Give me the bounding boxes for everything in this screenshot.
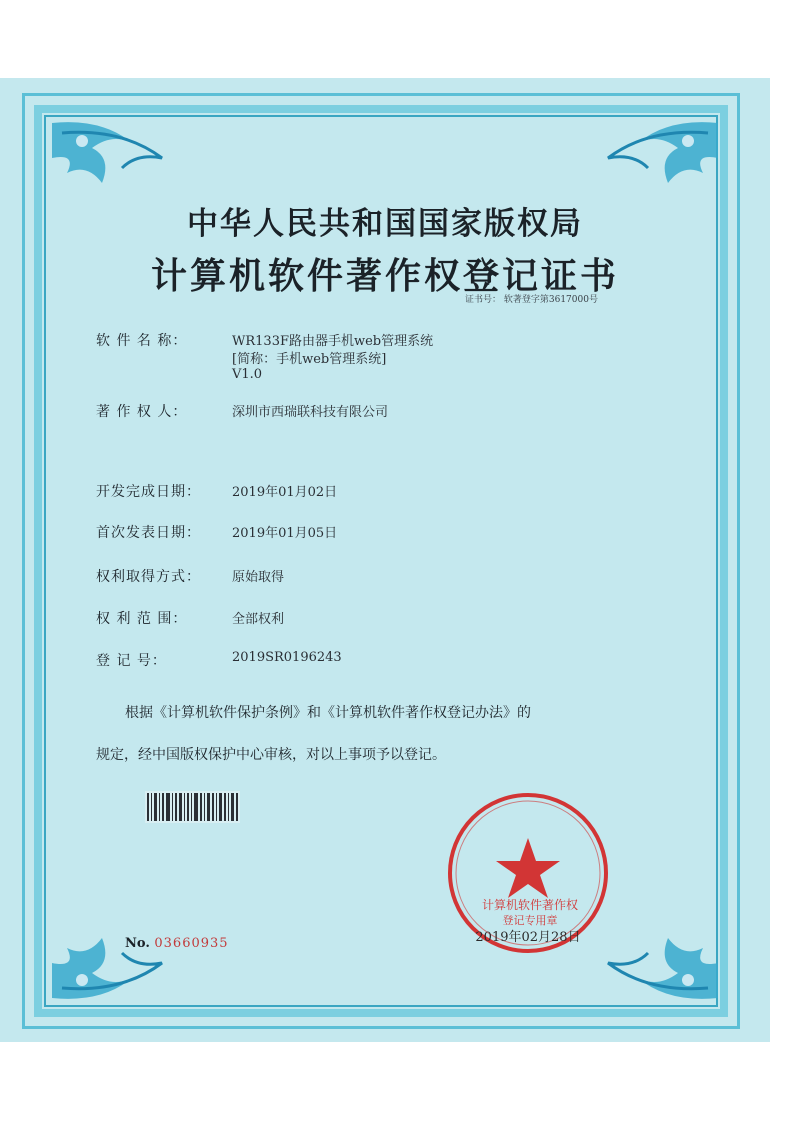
certificate	[0, 78, 770, 1042]
field-value-owner: 深圳市西瑞联科技有限公司	[232, 405, 389, 420]
field-label-registration-number: 登 记 号：	[96, 653, 167, 669]
serial-number	[125, 936, 229, 951]
serial-label: No.	[125, 936, 150, 951]
field-value-registration-number: 2019SR0196243	[232, 650, 342, 665]
field-value-version: V1.0	[232, 367, 263, 382]
certificate-title: 计算机软件著作权登记证书	[150, 255, 619, 297]
field-label-software-name: 软 件 名 称：	[96, 333, 188, 349]
serial-value: 03660935	[154, 936, 229, 951]
legal-paragraph-line-2: 规定，经中国版权保护中心审核，对以上事项予以登记。	[96, 747, 446, 763]
seal-center-line-2: 登记专用章	[502, 914, 558, 927]
field-label-rights-scope: 权 利 范 围：	[96, 611, 188, 627]
legal-paragraph-line-1: 根据《计算机软件保护条例》和《计算机软件著作权登记办法》的	[125, 705, 531, 721]
certificate-number: 证书号： 软著登字第3617000号	[465, 295, 598, 305]
field-label-publish-date: 首次发表日期：	[96, 525, 201, 541]
field-value-acquire-method: 原始取得	[232, 570, 285, 585]
field-value-software-name: WR133F路由器手机web管理系统	[232, 334, 434, 349]
field-value-short-name: [简称：手机web管理系统]	[232, 352, 387, 367]
seal-star-icon	[496, 838, 560, 898]
field-value-publish-date: 2019年01月05日	[232, 526, 338, 541]
barcode-icon	[145, 791, 240, 823]
ornament-corner-bottom-left	[42, 898, 202, 1008]
field-value-rights-scope: 全部权利	[232, 612, 285, 627]
field-value-completion-date: 2019年01月02日	[232, 485, 338, 500]
seal-center-line-1: 计算机软件著作权	[481, 898, 578, 912]
field-label-completion-date: 开发完成日期：	[96, 484, 201, 500]
field-label-owner: 著 作 权 人：	[96, 404, 188, 420]
issue-date: 2019年02月28日	[475, 930, 581, 945]
authority-title: 中华人民共和国国家版权局	[187, 206, 583, 242]
field-label-acquire-method: 权利取得方式：	[96, 569, 201, 585]
